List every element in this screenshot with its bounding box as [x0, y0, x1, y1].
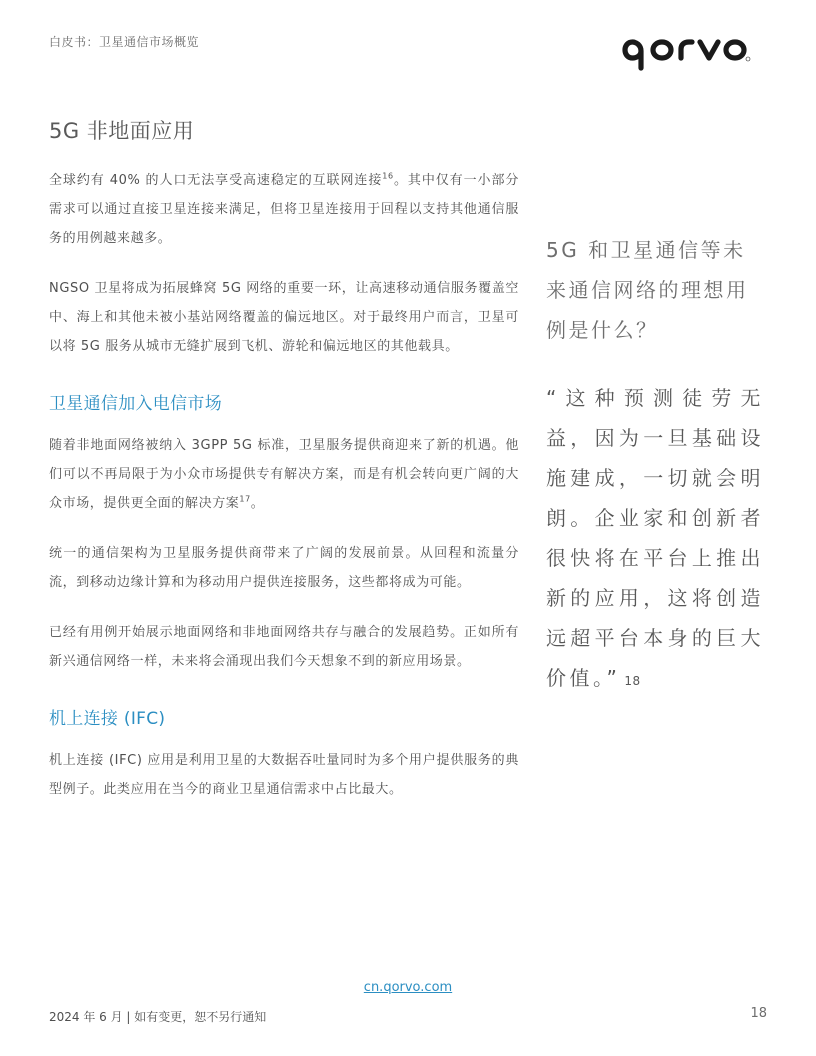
- footer-website-link[interactable]: cn.qorvo.com: [363, 980, 453, 995]
- paragraph-5: 已经有用例开始展示地面网络和非地面网络共存与融合的发展趋势。正如所有新兴通信网络一样，未来将会涌现出我们今天想象不到的新应用场景。: [49, 625, 519, 669]
- sidebar-quote-ref: 18: [624, 674, 641, 688]
- paragraph-3-text: 随着非地面网络被纳入 3GPP 5G 标准，卫星服务提供商迎来了新的机遇。他们可以不再局限于为小众市场提供专有解决方案，而是有机会转向更广阔的大众市场，提供更全面的解决方案: [49, 438, 519, 511]
- sidebar-quote-text: “这种预测徒劳无益，因为一旦基础设施建成，一切就会明朗。企业家和创新者很快将在平台上推出新的应用，这将创造远超平台本身的巨大价值。”: [546, 386, 764, 690]
- paragraph-2: NGSO 卫星将成为拓展蜂窝 5G 网络的重要一环，让高速移动通信服务覆盖空中、海上和其他未被小基站网络覆盖的偏远地区。对于最终用户而言，卫星可以将 5G 服务从城市无缝扩展到飞机、游轮和偏远地区的其他载具。: [49, 281, 519, 354]
- paragraph-3-text-cont: 。: [250, 496, 265, 511]
- header-doc-title: 白皮书：卫星通信市场概览: [49, 35, 200, 49]
- page-number: 18: [750, 1006, 767, 1021]
- footnote-ref-17: 17: [239, 494, 251, 504]
- section-title-ifc: 机上连接 (IFC): [49, 709, 166, 729]
- paragraph-1-text-cont: 。其中仅有一小部分需求可以通过直接卫星连接来满足，但将卫星连接用于回程以支持其他通信服务的用例越来越多。: [49, 173, 519, 246]
- paragraph-1: [49, 166, 519, 253]
- qorvo-logo: [622, 36, 764, 72]
- footer-date-note: 2024 年 6 月 | 如有变更，恕不另行通知: [49, 1010, 267, 1024]
- footer-url-container: [0, 980, 816, 995]
- paragraph-6: 机上连接 (IFC) 应用是利用卫星的大数据吞吐量同时为多个用户提供服务的典型例子。此类应用在当今的商业卫星通信需求中占比最大。: [49, 753, 519, 797]
- section-title-telecom: 卫星通信加入电信市场: [49, 394, 222, 414]
- sidebar-question: 5G 和卫星通信等未来通信网络的理想用例是什么？: [546, 238, 749, 342]
- sidebar-callout: [546, 230, 764, 701]
- main-content: [49, 115, 519, 825]
- section-title-5g-ntn: 5G 非地面应用: [49, 119, 195, 143]
- paragraph-4: 统一的通信架构为卫星服务提供商带来了广阔的发展前景。从回程和流量分流，到移动边缘计算和为移动用户提供连接服务，这些都将成为可能。: [49, 546, 519, 590]
- sidebar-quote: [546, 378, 764, 701]
- paragraph-1-text: 全球约有 40% 的人口无法享受高速稳定的互联网连接: [49, 173, 383, 188]
- footnote-ref-16: 16: [382, 171, 394, 181]
- paragraph-3: [49, 431, 519, 518]
